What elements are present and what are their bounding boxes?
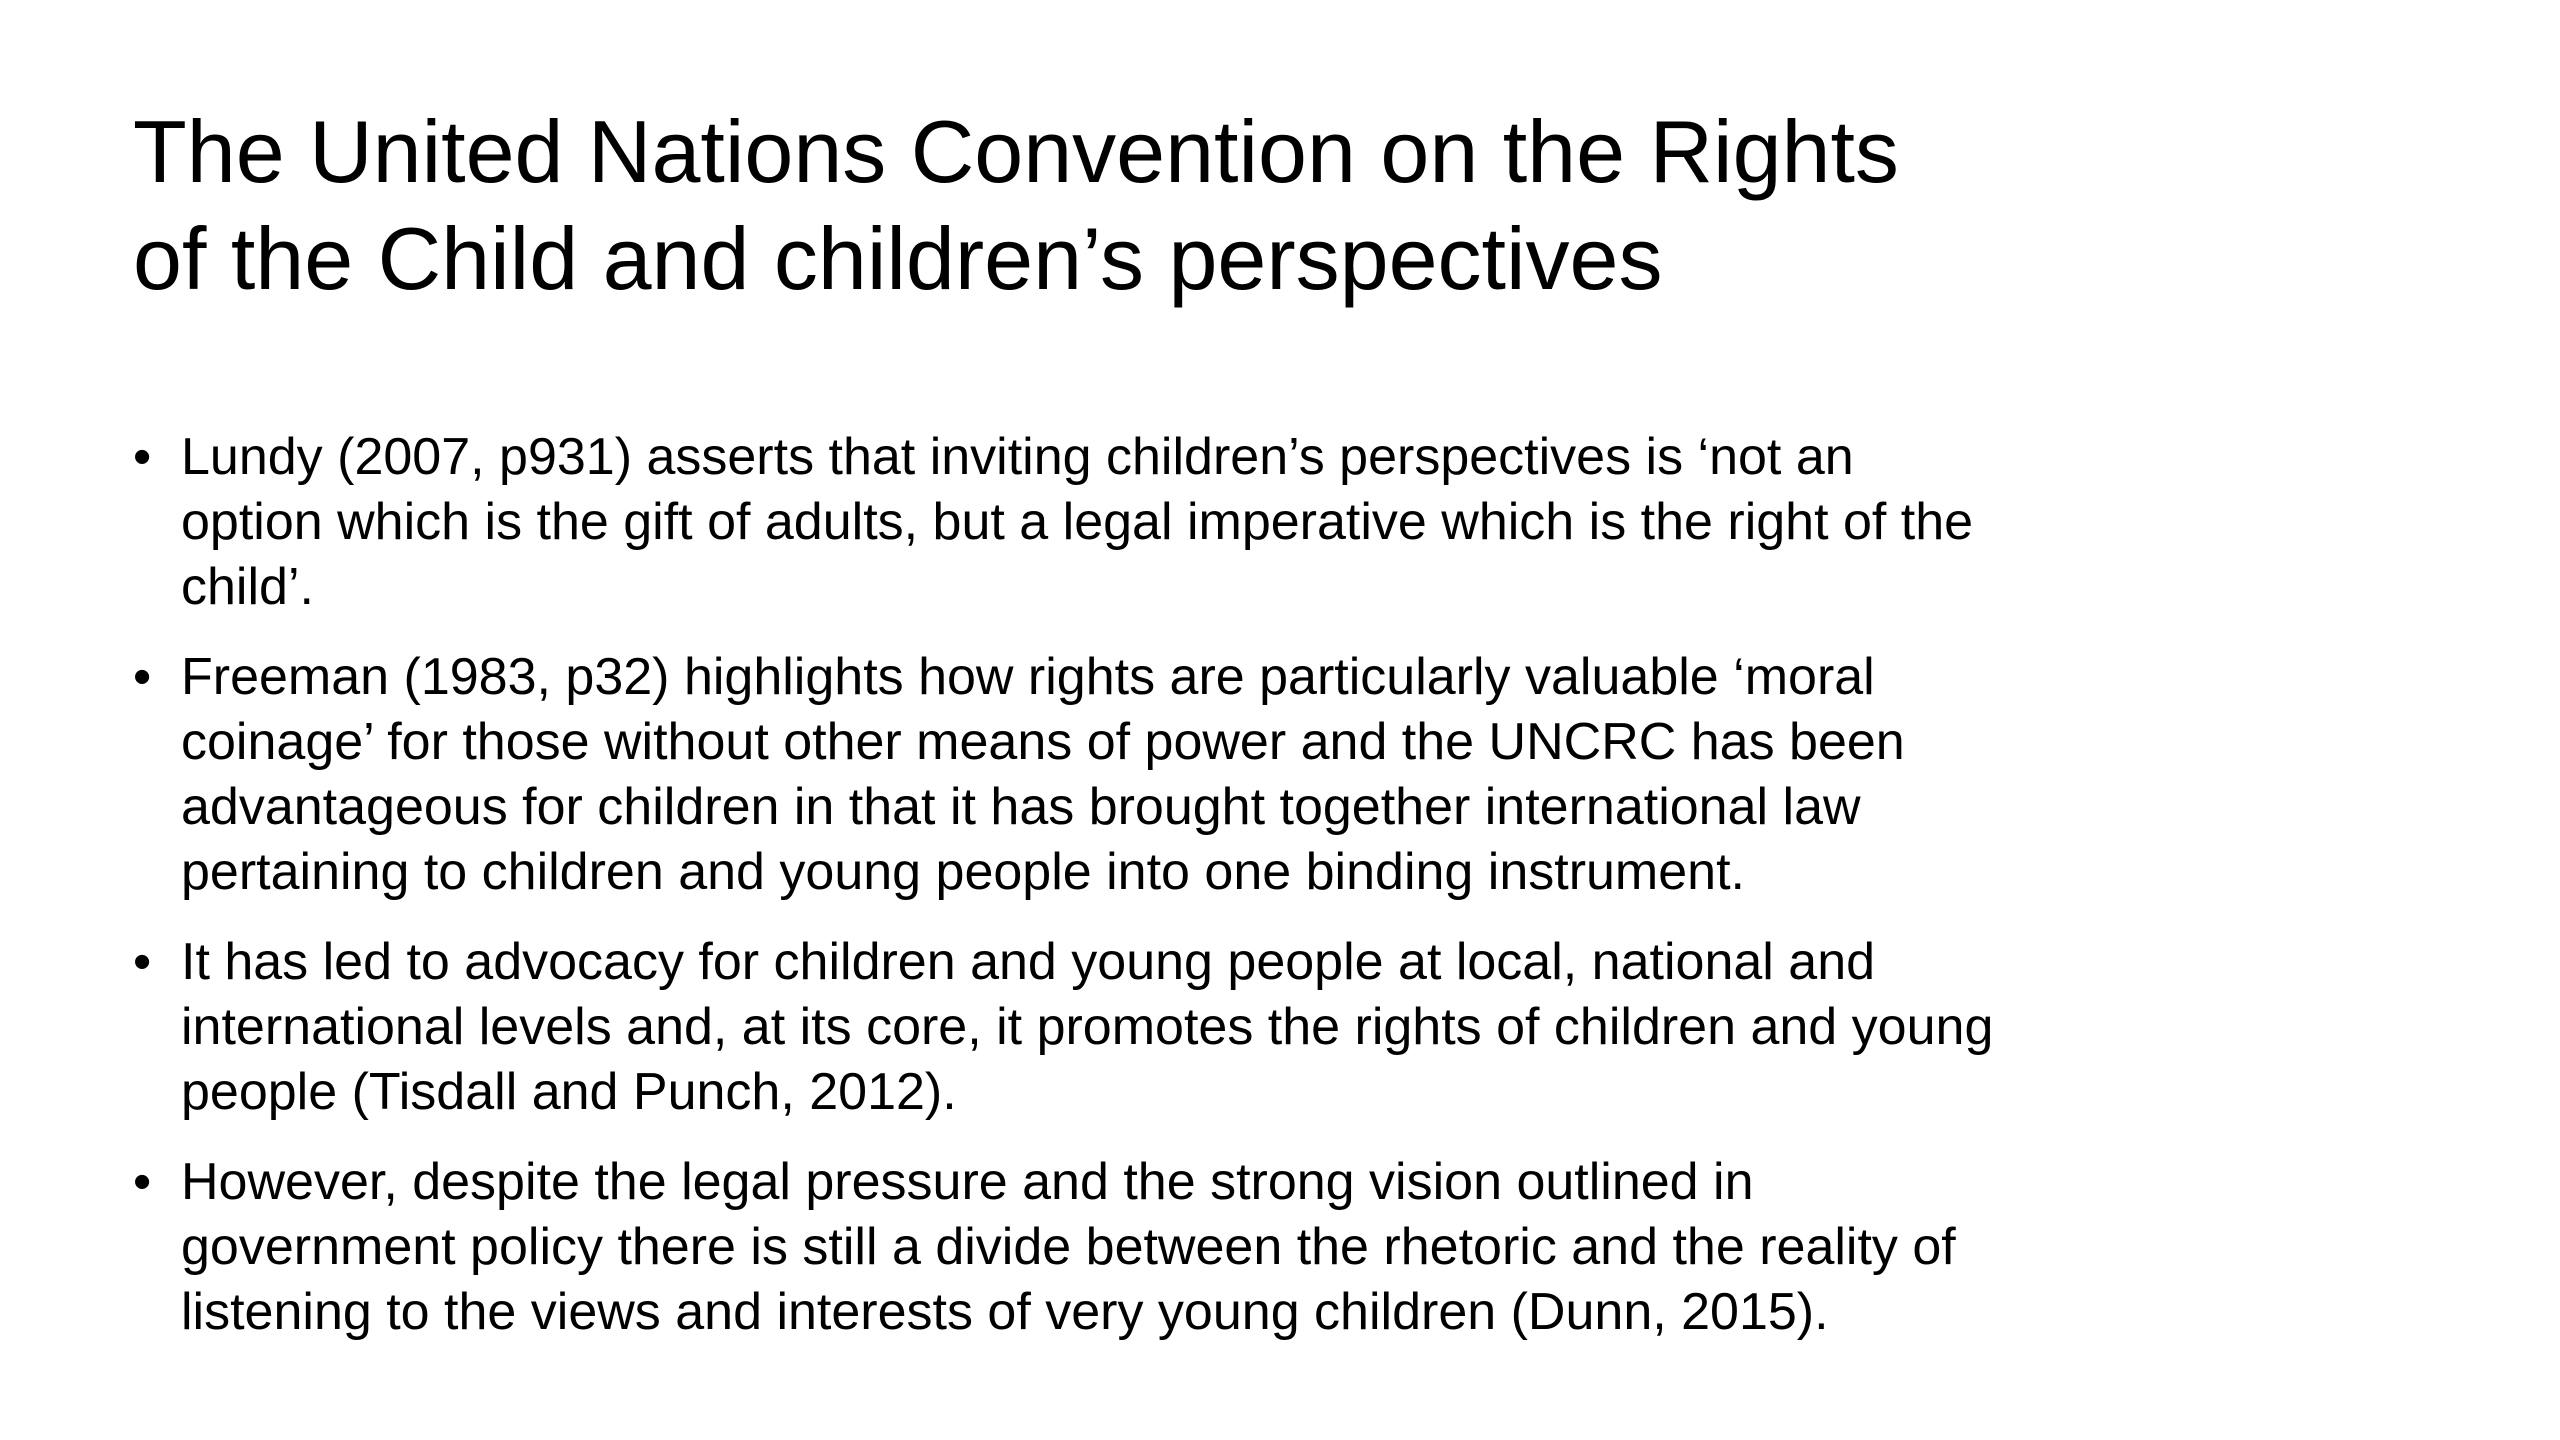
- bullet-text: Lundy (2007, p931) asserts that inviting children’s perspectives is ‘not an option which is the gift of adults, but a legal imperative which is the right of the child’.: [181, 428, 1974, 616]
- bullet-text: It has led to advocacy for children and young people at local, national and international levels and, at its core, it promotes the rights of children and young people (Tisdall and Punch, 2012).: [181, 933, 1994, 1121]
- bullet-item-advocacy: [133, 930, 2003, 1125]
- slide-title: [133, 98, 2133, 312]
- slide-title-line-1: The United Nations Convention on the Rights: [133, 102, 1899, 201]
- bullet-marker: •: [133, 1153, 152, 1211]
- bullet-item-freeman: [133, 645, 2003, 905]
- bullet-marker: •: [133, 428, 152, 486]
- bullet-item-however: [133, 1150, 2003, 1345]
- bullet-text: Freeman (1983, p32) highlights how rights are particularly valuable ‘moral coinage’ for those without other means of power and the UNCRC has been advantageous for children in that it has brought together international law pertaining to children and young people into one binding instrument.: [181, 648, 1905, 901]
- bullet-text: However, despite the legal pressure and the strong vision outlined in government policy there is still a divide between the rhetoric and the reality of listening to the views and interests of very young children (Dunn, 2015).: [181, 1153, 1956, 1341]
- bullet-item-lundy: [133, 425, 2003, 620]
- bullet-list: [133, 425, 2003, 1370]
- bullet-marker: •: [133, 648, 152, 706]
- slide-title-line-2: of the Child and children’s perspectives: [133, 209, 1663, 308]
- bullet-marker: •: [133, 933, 152, 991]
